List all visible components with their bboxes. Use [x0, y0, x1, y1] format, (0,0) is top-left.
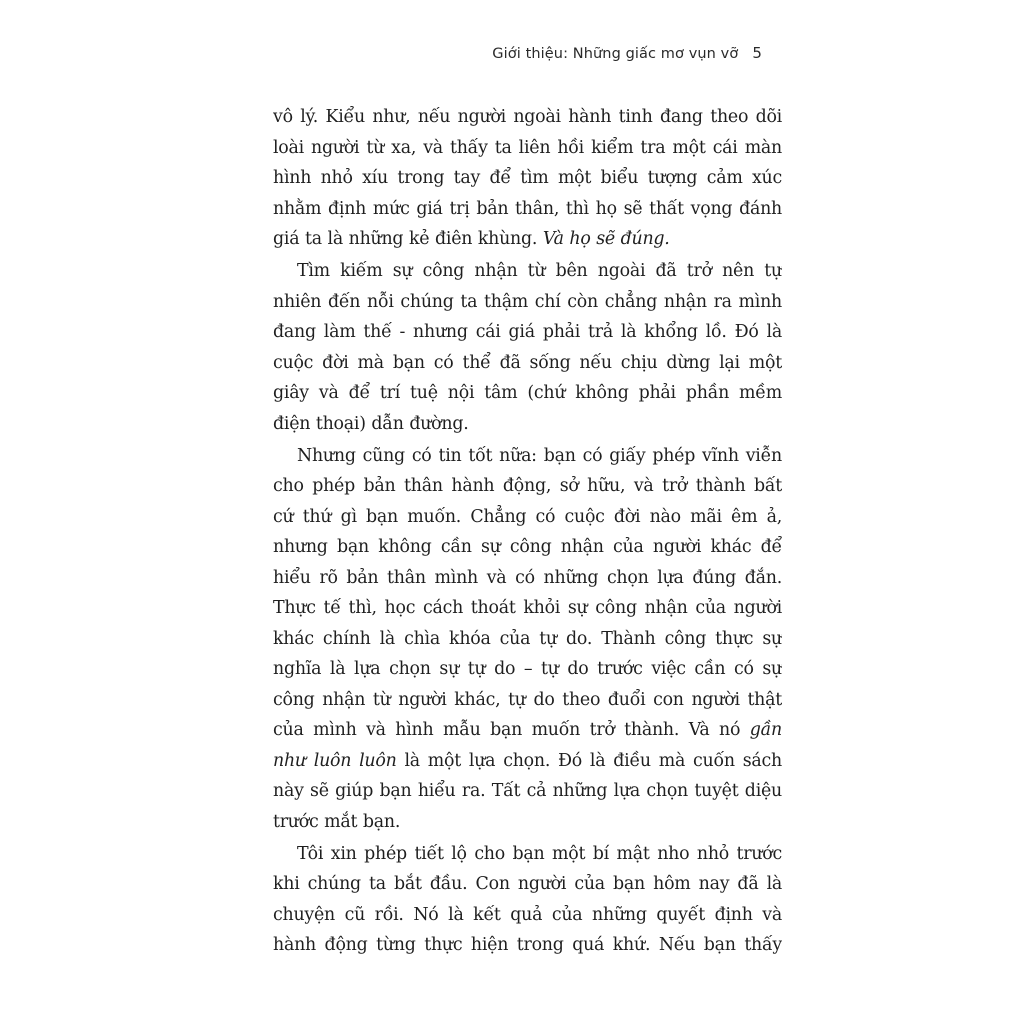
text-run: là một lựa chọn. Đó là điều mà cuốn sách	[396, 750, 782, 771]
paragraph-2	[273, 256, 782, 439]
text-line: trước mắt bạn.	[273, 811, 401, 832]
text-line: Tìm kiếm sự công nhận từ bên ngoài đã trở nên tự	[297, 261, 782, 281]
text-line: Nhưng cũng có tin tốt nữa: bạn có giấy phép vĩnh viễn	[297, 445, 782, 466]
chapter-title: Giới thiệu: Những giấc mơ vụn vỡ	[492, 46, 739, 62]
text-line	[273, 715, 782, 746]
text-run: giá ta là những kẻ điên khùng.	[273, 229, 543, 249]
text-line: nhưng bạn không cần sự công nhận của người khác để	[273, 537, 782, 557]
paragraph-1	[273, 102, 782, 255]
text-line: khác chính là chìa khóa của tự do. Thành công thực sự	[273, 628, 782, 649]
text-line: giây và để trí tuệ nội tâm (chứ không phải phần mềm	[273, 383, 782, 403]
text-line: nhằm định mức giá trị bản thân, thì họ sẽ thất vọng đánh	[273, 198, 782, 219]
text-line: hiểu rõ bản thân mình và có những chọn lựa đúng đắn.	[273, 567, 782, 588]
text-line: cho phép bản thân hành động, sở hữu, và trở thành bất	[273, 476, 782, 496]
body-text	[273, 102, 782, 961]
running-header	[492, 44, 762, 62]
text-line: khi chúng ta bắt đầu. Con người của bạn hôm nay đã là	[273, 874, 782, 894]
text-run: của mình và hình mẫu bạn muốn trở thành. Và nó	[273, 720, 750, 740]
text-line: này sẽ giúp bạn hiểu ra. Tất cả những lựa chọn tuyệt diệu	[273, 781, 782, 801]
italic-text: Và họ sẽ đúng.	[542, 229, 670, 249]
text-line	[273, 746, 782, 777]
text-line: cứ thứ gì bạn muốn. Chẳng có cuộc đời nào mãi êm ả,	[273, 506, 782, 527]
italic-text: gần	[749, 720, 782, 740]
text-line: hình nhỏ xíu trong tay để tìm một biểu tượng cảm xúc	[273, 168, 782, 188]
paragraph-3	[273, 441, 782, 838]
text-line: công nhận từ người khác, tự do theo đuổi con người thật	[273, 689, 782, 710]
text-line: nhiên đến nỗi chúng ta thậm chí còn chẳng nhận ra mình	[273, 291, 782, 312]
text-line: cuộc đời mà bạn có thể đã sống nếu chịu dừng lại một	[273, 352, 782, 373]
text-line: vô lý. Kiểu như, nếu người ngoài hành tinh đang theo dõi	[273, 107, 782, 127]
text-line	[273, 224, 782, 255]
page-number: 5	[752, 44, 762, 62]
text-line: Tôi xin phép tiết lộ cho bạn một bí mật nho nhỏ trước	[297, 843, 782, 864]
text-line: đang làm thế - nhưng cái giá phải trả là khổng lồ. Đó là	[273, 322, 782, 342]
text-line: chuyện cũ rồi. Nó là kết quả của những quyết định và	[273, 904, 782, 925]
text-line: Thực tế thì, học cách thoát khỏi sự công nhận của người	[273, 598, 782, 618]
text-line: loài người từ xa, và thấy ta liên hồi kiểm tra một cái màn	[273, 137, 782, 158]
text-line: hành động từng thực hiện trong quá khứ. Nếu bạn thấy	[273, 935, 782, 955]
text-line: nghĩa là lựa chọn sự tự do – tự do trước việc cần có sự	[273, 659, 782, 679]
text-line: điện thoại) dẫn đường.	[273, 413, 469, 434]
italic-text: như luôn luôn	[273, 750, 397, 771]
paragraph-4	[273, 839, 782, 961]
